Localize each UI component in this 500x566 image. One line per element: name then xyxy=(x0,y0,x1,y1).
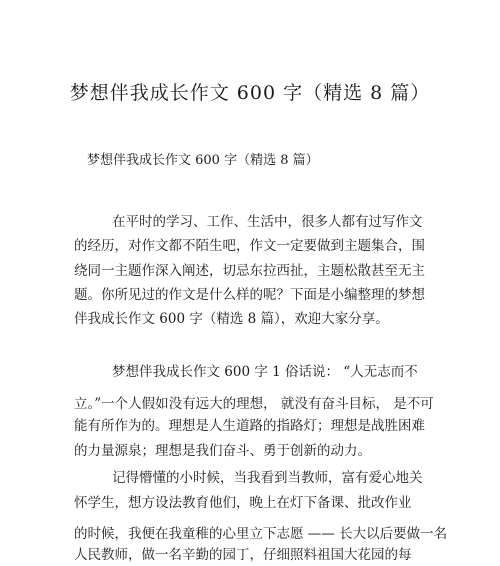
paragraph-line: 梦想伴我成长作文 600 字 1 俗话说： “人无志而不 xyxy=(112,364,418,380)
paragraph-line: 人民教师，做一名辛勤的园丁，仔细照料祖国大花园的每 xyxy=(74,547,412,563)
paragraph-line: 怀学生，想方设法教育他们，晚上在灯下备课、批改作业 xyxy=(74,495,412,511)
paragraph-line: 的经历，对作文都不陌生吧，作文一定要做到主题集合，围 xyxy=(74,238,425,254)
document-title: 梦想伴我成长作文 600 字（精选 8 篇） xyxy=(69,82,431,104)
paragraph-line: 题。你所见过的作文是什么样的呢？下面是小编整理的梦想 xyxy=(74,287,425,303)
document-subtitle: 梦想伴我成长作文 600 字（精选 8 篇） xyxy=(87,153,319,168)
paragraph-line: 能有所作为的。理想是人生道路的指路灯；理想是战胜困难 xyxy=(74,418,425,434)
paragraph-line: 绕同一主题作深入阐述，切忌东拉西扯，主题松散甚至无主 xyxy=(74,263,425,279)
paragraph-line: 的力量源泉；理想是我们奋斗、勇于创新的动力。 xyxy=(74,443,371,459)
paragraph-line: 的时候，我便在我童稚的心里立下志愿 —— 长大以后要做一名 xyxy=(74,526,448,542)
paragraph-line: 立。”一个人假如没有远大的理想， 就没有奋斗目标， 是不可 xyxy=(74,396,434,412)
paragraph-line: 伴我成长作文 600 字（精选 8 篇），欢迎大家分享。 xyxy=(74,311,389,327)
paragraph-line: 记得懵懂的小时候，当我看到当教师，富有爱心地关 xyxy=(112,470,423,486)
paragraph-line: 在平时的学习、工作、生活中，很多人都有过写作文 xyxy=(112,214,423,230)
